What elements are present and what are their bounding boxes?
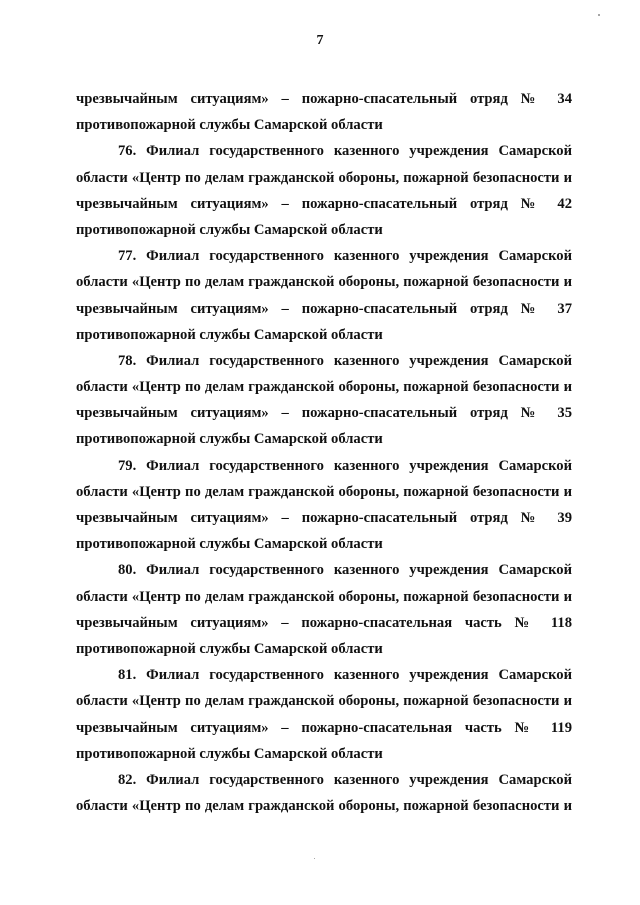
list-item-82 bbox=[76, 767, 572, 819]
text-line: чрезвычайным ситуациям» – пожарно-спасательный отряд № 34 bbox=[76, 91, 572, 107]
text-line: 76. Филиал государственного казенного учреждения Самарской bbox=[118, 143, 572, 160]
text-line: области «Центр по делам гражданской обороны, пожарной безопасности и bbox=[76, 693, 572, 710]
scan-speck bbox=[314, 858, 315, 859]
document-body bbox=[76, 86, 572, 819]
text-line: чрезвычайным ситуациям» – пожарно-спасательный отряд № 42 bbox=[76, 195, 572, 212]
list-item-76 bbox=[76, 138, 572, 243]
text-line: чрезвычайным ситуациям» – пожарно-спасательный отряд № 35 bbox=[76, 405, 572, 422]
text-line: области «Центр по делам гражданской обороны, пожарной безопасности и bbox=[76, 798, 572, 815]
paragraph-continuation bbox=[76, 86, 572, 138]
page-number: 7 bbox=[316, 33, 324, 48]
text-line: чрезвычайным ситуациям» – пожарно-спасательная часть № 119 bbox=[76, 719, 572, 736]
text-line: области «Центр по делам гражданской обороны, пожарной безопасности и bbox=[76, 169, 572, 186]
text-line: области «Центр по делам гражданской обороны, пожарной безопасности и bbox=[76, 588, 572, 605]
text-line: противопожарной службы Самарской области bbox=[76, 536, 383, 553]
text-line: чрезвычайным ситуациям» – пожарно-спасательная часть № 118 bbox=[76, 614, 572, 631]
text-line: области «Центр по делам гражданской обороны, пожарной безопасности и bbox=[76, 274, 572, 291]
text-line: противопожарной службы Самарской области bbox=[76, 745, 383, 762]
text-line: противопожарной службы Самарской области bbox=[76, 431, 383, 448]
text-line: противопожарной службы Самарской области bbox=[76, 640, 383, 657]
text-line: 80. Филиал государственного казенного учреждения Самарской bbox=[118, 562, 572, 579]
text-line: чрезвычайным ситуациям» – пожарно-спасательный отряд № 37 bbox=[76, 300, 572, 317]
text-line: противопожарной службы Самарской области bbox=[76, 117, 383, 134]
text-line: области «Центр по делам гражданской обороны, пожарной безопасности и bbox=[76, 379, 572, 396]
scan-speck bbox=[598, 14, 601, 17]
list-item-77 bbox=[76, 243, 572, 348]
text-line: противопожарной службы Самарской области bbox=[76, 326, 383, 343]
list-item-79 bbox=[76, 453, 572, 558]
text-line: чрезвычайным ситуациям» – пожарно-спасательный отряд № 39 bbox=[76, 510, 572, 526]
text-line: 82. Филиал государственного казенного учреждения Самарской bbox=[118, 771, 572, 788]
text-line: 79. Филиал государственного казенного учреждения Самарской bbox=[118, 457, 572, 474]
text-line: 77. Филиал государственного казенного учреждения Самарской bbox=[118, 248, 572, 265]
text-line: 78. Филиал государственного казенного учреждения Самарской bbox=[118, 352, 572, 369]
text-line: 81. Филиал государственного казенного учреждения Самарской bbox=[118, 667, 572, 684]
list-item-78 bbox=[76, 348, 572, 453]
text-line: области «Центр по делам гражданской обороны, пожарной безопасности и bbox=[76, 483, 572, 500]
list-item-81 bbox=[76, 662, 572, 767]
text-line: противопожарной службы Самарской области bbox=[76, 221, 383, 238]
list-item-80 bbox=[76, 557, 572, 662]
